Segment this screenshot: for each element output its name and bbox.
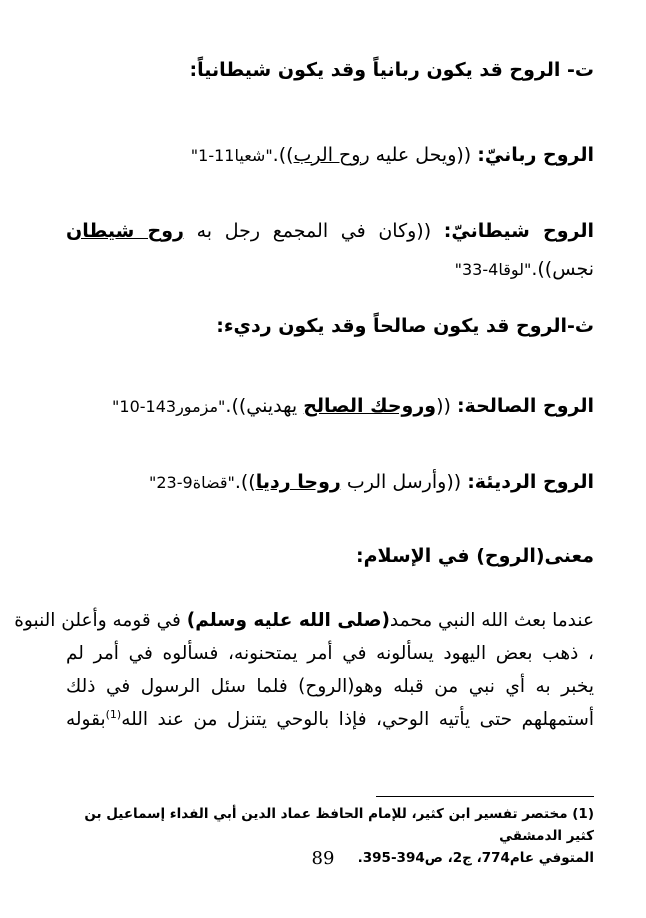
quote-close: )). — [234, 471, 256, 493]
quote-open: ((وأرسل الرب — [340, 471, 468, 493]
quote-open: ((ويحل عليه — [369, 144, 478, 166]
honorific: (صلى الله عليه وسلم) — [186, 610, 390, 631]
paragraph-line-3: يخبر به أي نبي من قبله وهو(الروح) فلما سئل الرسول في ذلك — [66, 676, 594, 697]
footnote-ref: (1) — [105, 707, 122, 721]
verse-evil-spirit — [149, 470, 594, 495]
citation: "شعيا11-1" — [190, 146, 273, 165]
paragraph-line-4 — [66, 703, 594, 736]
quote-continuation: نجس)). — [531, 258, 594, 280]
footnote-divider — [376, 796, 594, 797]
label-satanic-spirit: الروح شيطانيّ: — [443, 220, 594, 242]
footnote-line-1: (1) مختصر تفسير ابن كثير، للإمام الحافظ عماد الدين أبي الفداء إسماعيل بن كثير الدمشقي — [84, 806, 594, 844]
citation: "مزمور143-10" — [112, 397, 226, 416]
verse-good-spirit — [112, 394, 594, 419]
quote-underlined: روح الرب — [293, 144, 370, 166]
verse-satanic-spirit-cont — [455, 257, 594, 282]
quote-close: )). — [272, 144, 294, 166]
label-divine-spirit: الروح ربانيّ: — [477, 144, 594, 166]
label-good-spirit: الروح الصالحة: — [456, 395, 594, 417]
body-paragraph — [14, 604, 594, 736]
quote-underlined: روحا رديا — [255, 471, 341, 493]
page-number: 89 — [311, 848, 335, 869]
text-run: في قومه وأعلن النبوة — [14, 610, 187, 631]
text-run: أستمهلهم حتى يأتيه الوحي، فإذا بالوحي يتنزل من عند الله — [121, 709, 594, 730]
citation: "قضاة9-23" — [149, 473, 235, 492]
quote-underlined: وروحك الصالح — [303, 395, 437, 417]
label-evil-spirit: الروح الرديئة: — [467, 471, 594, 493]
paragraph-line-2: ، ذهب بعض اليهود يسألونه في أمر يمتحنونه، فسألوه في أمر لم — [66, 643, 594, 664]
quote-open: ((وكان في المجمع رجل به — [183, 220, 444, 242]
paragraph-line-1 — [14, 604, 594, 637]
verse-divine-spirit — [191, 143, 594, 168]
citation: "لوقا4-33" — [454, 260, 532, 279]
heading-spirit-divine-or-satanic: ت- الروح قد يكون ربانياً وقد يكون شيطانياً: — [189, 59, 594, 81]
quote-underlined: روح شيطان — [66, 220, 184, 242]
footnote-line-2: المتوفي عام774، ج2، ص394-395. — [357, 850, 594, 866]
quote-rest: يهديني)). — [225, 395, 304, 417]
quote-open: (( — [436, 395, 457, 417]
heading-spirit-good-or-evil: ث-الروح قد يكون صالحاً وقد يكون رديء: — [216, 315, 594, 337]
heading-meaning-in-islam: معنى(الروح) في الإسلام: — [356, 545, 594, 567]
verse-satanic-spirit — [66, 219, 594, 243]
text-run: بقوله — [66, 709, 106, 730]
text-run: عندما بعث الله النبي محمد — [389, 610, 594, 631]
